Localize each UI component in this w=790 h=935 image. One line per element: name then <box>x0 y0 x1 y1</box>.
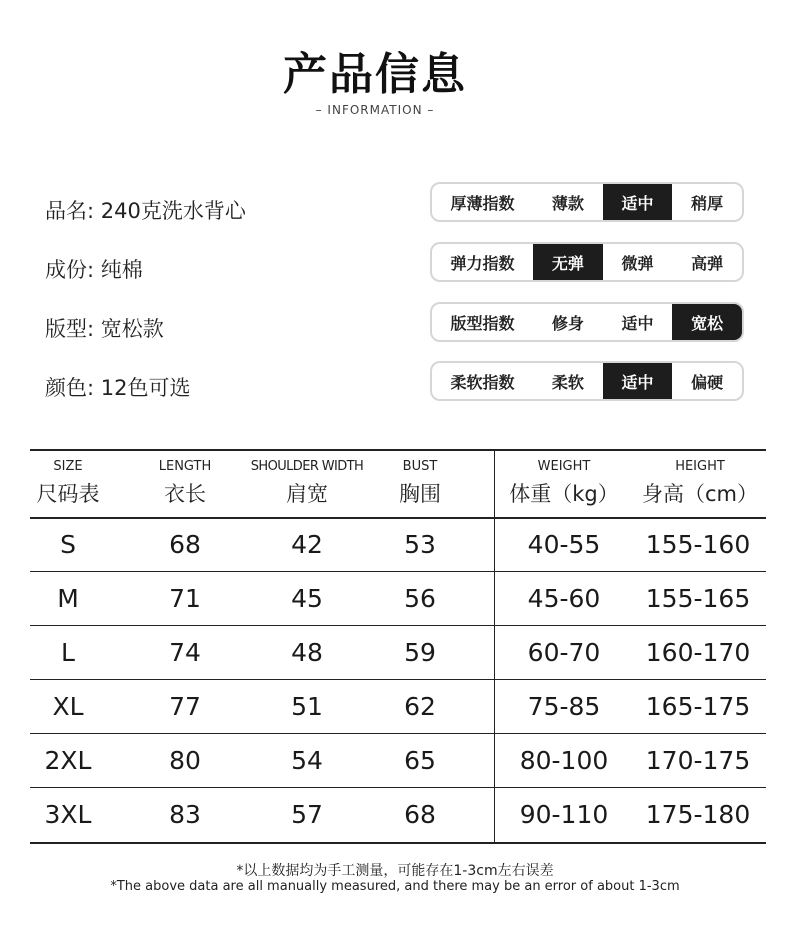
cell-shoulder: 48 <box>291 638 323 667</box>
index-option: 柔软 <box>551 372 584 392</box>
cell-weight: 75-85 <box>527 692 601 721</box>
info-fit <box>45 313 164 343</box>
cell-bust: 53 <box>404 530 436 559</box>
cell-bust: 68 <box>404 800 436 829</box>
index-option: 薄款 <box>551 193 584 213</box>
cell-height: 165-175 <box>645 692 751 721</box>
cell-size: 3XL <box>44 800 92 829</box>
info-label: 成份: <box>45 258 95 282</box>
index-name: 弹力指数 <box>450 253 515 273</box>
cell-shoulder: 54 <box>291 746 323 775</box>
cell-length: 74 <box>169 638 201 667</box>
index-option: 适中 <box>621 313 654 333</box>
row-rule <box>30 733 766 734</box>
header-shoulder <box>229 449 385 519</box>
table-row <box>30 681 766 735</box>
header-cn: 肩宽 <box>286 482 328 506</box>
cell-size: S <box>60 530 76 559</box>
cell-length: 77 <box>169 692 201 721</box>
header-en: BUST <box>402 459 438 474</box>
info-label: 品名: <box>45 199 95 223</box>
cell-height: 155-160 <box>645 530 751 559</box>
info-value: 12色可选 <box>100 376 191 400</box>
table-row <box>30 627 766 681</box>
index-option: 适中 <box>603 363 673 399</box>
cell-height: 160-170 <box>645 638 751 667</box>
index-elasticity <box>430 242 744 282</box>
info-material <box>45 254 143 284</box>
page-title: 产品信息 <box>283 49 467 100</box>
cell-size: 2XL <box>44 746 92 775</box>
cell-size: M <box>57 584 79 613</box>
cell-height: 170-175 <box>645 746 751 775</box>
cell-weight: 60-70 <box>527 638 601 667</box>
footnote-en: *The above data are all manually measured, and there may be an error of about 1-3cm <box>110 879 680 894</box>
header-en: SHOULDER WIDTH <box>250 459 364 474</box>
footnote-cn: *以上数据均为手工测量，可能存在1-3cm左右误差 <box>236 863 554 879</box>
header-cn: 胸围 <box>399 482 441 506</box>
index-option: 宽松 <box>672 304 742 340</box>
header-en: HEIGHT <box>675 459 725 474</box>
table-row <box>30 735 766 789</box>
index-option: 偏硬 <box>691 372 724 392</box>
cell-size: L <box>61 638 75 667</box>
header-en: LENGTH <box>158 459 212 474</box>
index-option: 微弹 <box>621 253 654 273</box>
header-weight <box>494 449 634 519</box>
header-length <box>131 449 239 519</box>
cell-length: 83 <box>169 800 201 829</box>
row-rule <box>30 625 766 626</box>
index-name: 版型指数 <box>450 313 515 333</box>
cell-shoulder: 45 <box>291 584 323 613</box>
row-rule <box>30 679 766 680</box>
cell-length: 68 <box>169 530 201 559</box>
cell-shoulder: 51 <box>291 692 323 721</box>
table-row <box>30 573 766 627</box>
index-option: 无弹 <box>533 244 603 280</box>
index-option: 稍厚 <box>691 193 724 213</box>
cell-weight: 40-55 <box>527 530 601 559</box>
header-bust <box>370 449 470 519</box>
cell-weight: 80-100 <box>519 746 609 775</box>
cell-bust: 56 <box>404 584 436 613</box>
row-rule <box>30 787 766 788</box>
info-value: 纯棉 <box>100 258 143 282</box>
cell-weight: 45-60 <box>527 584 601 613</box>
cell-bust: 59 <box>404 638 436 667</box>
info-product-name <box>45 195 246 225</box>
info-value: 240克洗水背心 <box>100 199 246 223</box>
info-value: 宽松款 <box>100 317 164 341</box>
header-cn: 尺码表 <box>36 482 100 506</box>
header-height <box>634 449 766 519</box>
header-en: WEIGHT <box>537 459 591 474</box>
cell-height: 155-165 <box>645 584 751 613</box>
page-subtitle: – INFORMATION – <box>315 103 435 117</box>
cell-size: XL <box>52 692 84 721</box>
index-option: 修身 <box>551 313 584 333</box>
cell-length: 71 <box>169 584 201 613</box>
index-thickness <box>430 182 744 222</box>
info-color <box>45 372 191 402</box>
cell-height: 175-180 <box>645 800 751 829</box>
row-rule <box>30 571 766 572</box>
index-softness <box>430 361 744 401</box>
index-option: 适中 <box>603 184 673 220</box>
header-en: SIZE <box>53 459 83 474</box>
cell-length: 80 <box>169 746 201 775</box>
cell-bust: 65 <box>404 746 436 775</box>
index-fit <box>430 302 744 342</box>
index-name: 柔软指数 <box>450 372 515 392</box>
table-row <box>30 519 766 573</box>
cell-bust: 62 <box>404 692 436 721</box>
cell-shoulder: 57 <box>291 800 323 829</box>
index-option: 高弹 <box>691 253 724 273</box>
header-cn: 衣长 <box>164 482 206 506</box>
cell-weight: 90-110 <box>519 800 609 829</box>
table-row <box>30 789 766 843</box>
info-label: 版型: <box>45 317 95 341</box>
cell-shoulder: 42 <box>291 530 323 559</box>
header-cn: 身高（cm） <box>641 482 758 506</box>
header-cn: 体重（kg） <box>509 482 619 506</box>
info-label: 颜色: <box>45 376 95 400</box>
header-size <box>30 449 106 519</box>
index-name: 厚薄指数 <box>450 193 515 213</box>
